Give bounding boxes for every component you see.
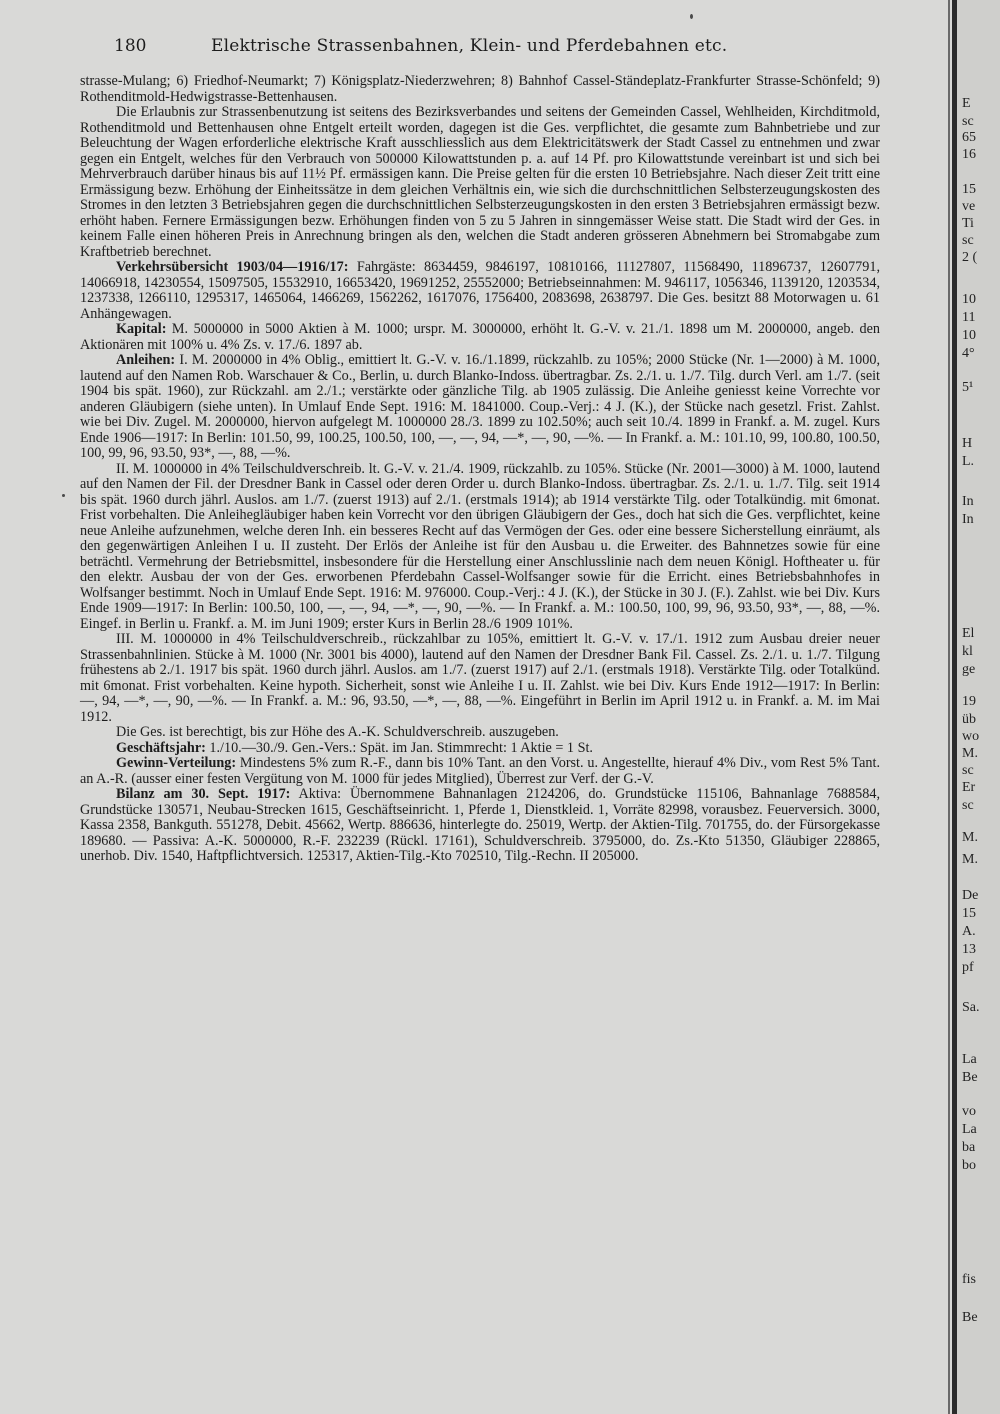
margin-fragment: 15 xyxy=(962,906,976,921)
paragraph-heading: Kapital: xyxy=(116,321,167,337)
margin-fragment: 2 ( xyxy=(962,250,978,265)
paragraph-text: Aktiva: Übernommene Bahnanlagen 2124206, do. Grundstücke 115106, Bahnanlage 7688584, Grundstücke 130571, Neubau-Strecken 1615, Geschäftseinricht. 1, Pferde 1, Dienstkleid. 1, Vorräte 82998, vorausbez. Feuerversich. 3000, Kassa 2358, Bankguth. 551278, Debit. 45662, Wertp. 886636, hinterlegte do. 25019, Wertp. der Aktien-Tilg. 701755, do. der Fürsorgekasse 189680. — Passiva: A.-K. 5000000, R.-F. 232239 (Rückl. 17161), Schuldverschreib. 3795000, do. Zs.-Kto 51350, Gläubiger 228865, unerhob. Div. 1540, Haftpflichtversich. 125317, Aktien-Tilg.-Kto 702510, Tilg.-Rechn. II 205000. xyxy=(80,786,880,864)
paragraph-text: III. M. 1000000 in 4% Teilschuldverschreib., rückzahlbar zu 105%, emittiert lt. G.-V. v. 17./1. 1912 zum Ausbau dreier neuer Strassenbahnlinien. Stücke à M. 1000 (Nr. 3001 bis 4000), lautend auf den Namen der Dresdner Bank Fil. Cassel. Zs. 2./1. u. 1./7. Tilgung frühestens ab 2./1. 1917 bis spät. 1960 durch jährl. Auslos. am 1./7. (zuerst 1917) auf 2./1. (erstmals 1918). Verstärkte Tilg. oder Totalkünd. mit 6monat. Frist vorbehalten. Keine hypoth. Sicherheit, sonst wie Anleihe I u. II. Zahlst. wie bei Div. Kurs Ende 1912—1917: In Berlin: —, 94, —*, —, 90, —%. — In Frankf. a. M.: 96, 93.50, —*, —, 88, —%. Eingeführt in Berlin im April 1912 u. in Frankf. a. M. im Mai 1912. xyxy=(80,631,880,725)
paragraph xyxy=(80,260,880,322)
margin-fragment: M. xyxy=(962,746,978,761)
margin-fragment: wo xyxy=(962,729,980,744)
margin-fragment: 5¹ xyxy=(962,380,974,395)
paragraph-text: Fahrgäste: 8634459, 9846197, 10810166, 11127807, 11568490, 11896737, 12607791, 14066918, 14230554, 15097505, 15532910, 16653420, 19691252, 25552000; Betriebseinnahmen: M. 946117, 1056346, 1139120, 1203534, 1237338, 1266110, 1295317, 1465064, 1466269, 1562262, 1617076, 1756400, 2083698, 2638797. Die Ges. besitzt 88 Motorwagen u. 61 Anhängewagen. xyxy=(80,259,880,322)
paragraph xyxy=(80,756,880,787)
paragraph-heading: Gewinn-Verteilung: xyxy=(116,755,237,771)
margin-fragment: pf xyxy=(962,960,974,975)
paragraph xyxy=(80,462,880,633)
margin-fragment: üb xyxy=(962,712,976,727)
margin-fragment: 4° xyxy=(962,346,975,361)
binding-edge xyxy=(952,0,957,1414)
margin-fragment: ge xyxy=(962,662,976,677)
margin-fragment: 13 xyxy=(962,942,976,957)
paragraph xyxy=(80,632,880,725)
margin-fragment: 10 xyxy=(962,328,976,343)
margin-fragment: Be xyxy=(962,1310,978,1325)
margin-fragment: 16 xyxy=(962,147,976,162)
margin-fragment: 11 xyxy=(962,310,976,325)
margin-fragment: De xyxy=(962,888,979,903)
margin-fragment: sc xyxy=(962,763,974,778)
paragraph xyxy=(80,741,880,757)
margin-fragment: In xyxy=(962,512,974,527)
margin-fragment: H xyxy=(962,436,973,451)
paragraph-text: M. 5000000 in 5000 Aktien à M. 1000; urspr. M. 3000000, erhöht lt. G.-V. v. 21./1. 1898 um M. 2000000, angeb. den Aktionären mit 100% u. 4% Zs. v. 17./6. 1897 ab. xyxy=(80,321,880,353)
page-number: 180 xyxy=(114,36,147,56)
paragraph xyxy=(80,105,880,260)
running-title: Elektrische Strassenbahnen, Klein- und Pferdebahnen etc. xyxy=(211,36,728,56)
paragraph-text: strasse-Mulang; 6) Friedhof-Neumarkt; 7) Königsplatz-Niederzwehren; 8) Bahnhof Cassel-Ständeplatz-Frankfurter Strasse-Schönfeld; 9) Rothenditmold-Hedwigstrasse-Bettenhausen. xyxy=(80,73,880,105)
paragraph-text: II. M. 1000000 in 4% Teilschuldverschreib. lt. G.-V. v. 21./4. 1909, rückzahlb. zu 105%. Stücke (Nr. 2001—3000) à M. 1000, lautend auf den Namen der Fil. der Dresdner Bank in Cassel oder deren Order u. durch Blanko-Indoss. übertragbar. Zs. 2./1. u. 1./7. Tilg. seit 1914 bis spät. 1960 durch jährl. Auslos. am 1./7. (zuerst 1913) auf 2./1. (erstmals 1914); ab 1914 verstärkte Tilg. oder Totalkündig. mit 6monat. Frist vorbehalten. Die Anleihegläubiger haben kein Vorrecht vor den übrigen Gläubigern der Ges., doch hat sich die Ges. verpflichtet, keine neue Anleihe aufzunehmen, welche deren Inh. ein besseres Recht auf das Vermögen der Ges. oder eine bessere Sicherstellung einräumt, als den gegenwärtigen Anleihen I u. II zusteht. Der Erlös der Anleihe ist für den Ausbau u. die Erweiter. des Bahnnetzes sowie für eine beträchtl. Vermehrung der Betriebsmittel, insbesondere für die Herstellung einer Anschlusslinie nach dem neuen Königl. Hoftheater u. für den elektr. Ausbau der von der Ges. erworbenen Pferdebahn Cassel-Wolfsanger sowie für die Erricht. eines Betriebsbahnhofes in Wolfsanger bestimmt. Noch in Umlauf Ende Sept. 1916: M. 976000. Coup.-Verj.: 4 J. (K.), der Stücke in 30 J. (F.). Zahlst. wie bei Div. Kurs Ende 1909—1917: In Berlin: 100.50, 100, —, —, 94, —*, —, 90, —%. — In Frankf. a. M.: 100.50, 100, 99, 96, 93.50, 93*, —, 88, —%. Eingef. in Berlin u. Frankf. a. M. im Juni 1909; erster Kurs in Berlin 28./6 1909 101%. xyxy=(80,460,880,632)
margin-fragment: La xyxy=(962,1052,977,1067)
margin-fragment: sc xyxy=(962,114,974,129)
ink-speck xyxy=(690,14,693,19)
binding-shadow xyxy=(948,0,950,1414)
margin-fragment: ba xyxy=(962,1140,976,1155)
paragraph-text: Mindestens 5% zum R.-F., dann bis 10% Tant. an den Vorst. u. Angestellte, hierauf 4% Div., vom Rest 5% Tant. an A.-R. (ausser einer festen Vergütung von M. 1000 für jedes Mitglied), Überrest zur Verf. der G.-V. xyxy=(80,755,880,787)
margin-fragment: 65 xyxy=(962,130,976,145)
margin-fragment: M. xyxy=(962,852,978,867)
page-header xyxy=(114,36,904,64)
margin-fragment: Er xyxy=(962,780,976,795)
paragraph xyxy=(80,353,880,462)
paragraph xyxy=(80,725,880,741)
ink-speck xyxy=(62,494,65,497)
paragraph-text: 1./10.—30./9. Gen.-Vers.: Spät. im Jan. Stimmrecht: 1 Aktie = 1 St. xyxy=(205,739,593,756)
body-text xyxy=(80,74,880,865)
paragraph-text: I. M. 2000000 in 4% Oblig., emittiert lt. G.-V. v. 16./1.1899, rückzahlb. zu 105%; 2000 Stücke (Nr. 1—2000) à M. 1000, lautend auf den Namen Rob. Warschauer & Co., Berlin, u. durch Blanko-Indoss. übertragbar. Zs. 2./1. u. 1./7. Tilg. durch Verl. am 1./7. (seit 1904 bis spät. 1960), zur Rückzahl. am 2./1.; verstärkte oder gänzliche Tilg. ab 1905 zulässig. Die Anleihe geniesst keine Vorrechte vor anderen Gläubigern (siehe unten). In Umlauf Ende Sept. 1916: M. 1841000. Coup.-Verj.: 4 J. (K.), der Stücke nach gesetzl. Frist. Zahlst. wie bei Div. Zugel. M. 2000000, hiervon aufgelegt M. 1000000 28./3. 1899 zu 102.50%; auch seit 10./4. 1899 in Frankf. a. M. zugel. Kurs Ende 1906—1917: In Berlin: 101.50, 99, 100.25, 100.50, 100, —, —, 94, —*, —, 90, —%. — In Frankf. a. M.: 101.10, 99, 100.80, 100.50, 100, 99, 96, 93.50, 93*, —, 88, —%. xyxy=(80,352,880,461)
margin-fragment: Sa. xyxy=(962,1000,980,1015)
paragraph xyxy=(80,787,880,865)
paragraph-text: Die Erlaubnis zur Strassenbenutzung ist seitens des Bezirksverbandes und seitens der Gemeinden Cassel, Wehlheiden, Kirchditmold, Rothenditmold und Bettenhausen ohne Entgelt erteilt worden, dagegen ist die Ges. verpflichtet, die gesamte zum Bahnbetriebe und zur Beleuchtung der Wagen erforderliche elektrische Kraft ausschliesslich aus dem Elektricitätswerk der Stadt Cassel zu entnehmen und zwar gegen ein Entgelt, welches für den Verbrauch von 500000 Kilowattstunden p. a. auf 14 Pf. pro Kilowattstunde vereinbart ist und sich bei Mehrverbrauch darüber hinaus bis auf 11½ Pf. ermässigen kann. Die Preise gelten für die ersten 10 Betriebsjahre. Nach dieser Zeit tritt eine Ermässigung bezw. Erhöhung der Einheitssätze in dem gleichen Verhältnis ein, wie sich die durchschnittlichen Selbsterzeugungskosten des Stromes in den letzten 3 Betriebsjahren gegen die durchschnittlichen Selbsterzeugungskosten in den ersten 3 Betriebsjahren ermässigt bezw. erhöht haben. Fernere Ermässigungen bezw. Erhöhungen finden von 5 zu 5 Jahren in sinngemässer Weise statt. Die Stadt wird der Ges. in keinem Falle einen höheren Preis in Anrechnung bringen als den, welchen die Stadt anderen grösseren Abnehmern bei Stromabgabe zum Kraftbetrieb berechnet. xyxy=(80,104,880,260)
margin-fragment: E xyxy=(962,96,971,111)
margin-fragment: A. xyxy=(962,924,976,939)
margin-fragment: 15 xyxy=(962,182,976,197)
paragraph-heading: Anleihen: xyxy=(116,352,176,368)
margin-fragment: El xyxy=(962,626,975,641)
margin-fragment: Be xyxy=(962,1070,978,1085)
paragraph-heading: Geschäftsjahr: xyxy=(116,739,206,756)
margin-fragment: La xyxy=(962,1122,977,1137)
margin-fragment: Ti xyxy=(962,216,974,231)
margin-fragment: L. xyxy=(962,454,975,469)
margin-fragment: 19 xyxy=(962,694,976,709)
paragraph-text: Die Ges. ist berechtigt, bis zur Höhe des A.-K. Schuldverschreib. auszugeben. xyxy=(116,724,559,740)
margin-fragment: kl xyxy=(962,644,973,659)
margin-fragment: fis xyxy=(962,1272,976,1287)
margin-fragment: sc xyxy=(962,233,974,248)
margin-fragment: sc xyxy=(962,798,974,813)
margin-fragment: 10 xyxy=(962,292,976,307)
paragraph-heading: Bilanz am 30. Sept. 1917: xyxy=(116,786,291,802)
margin-fragment: In xyxy=(962,494,974,509)
paragraph xyxy=(80,322,880,353)
margin-fragment: M. xyxy=(962,830,978,845)
margin-fragment: ve xyxy=(962,199,976,214)
margin-fragment: bo xyxy=(962,1158,976,1173)
paragraph-heading: Verkehrsübersicht 1903/04—1916/17: xyxy=(116,259,349,275)
margin-fragment: vo xyxy=(962,1104,976,1119)
paragraph xyxy=(80,74,880,105)
